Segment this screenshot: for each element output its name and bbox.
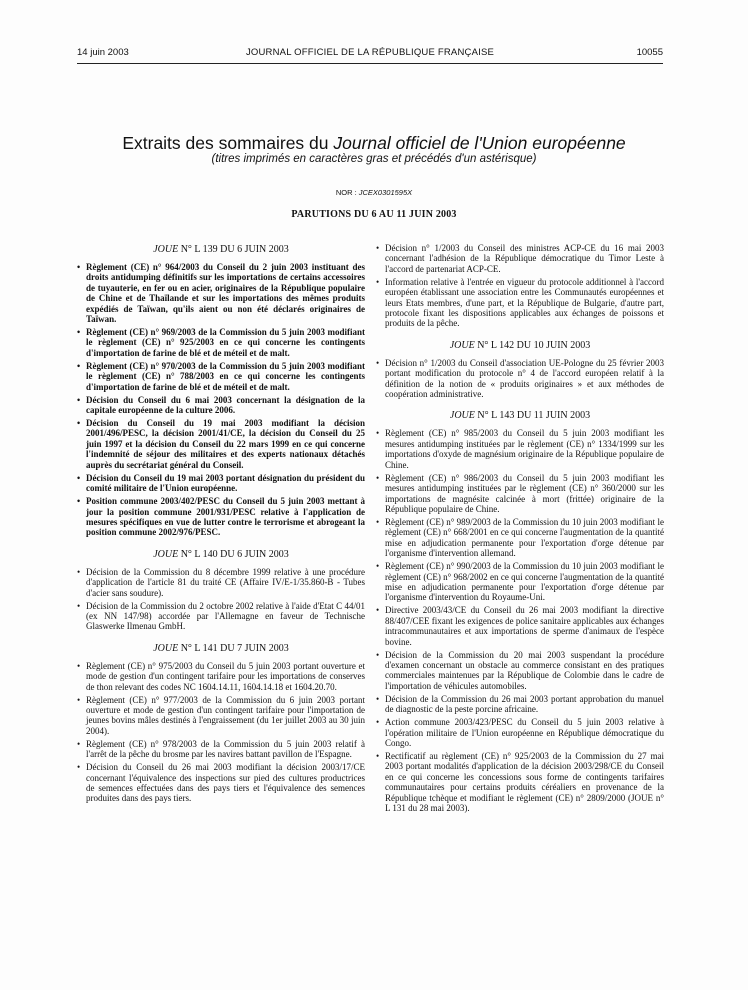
section-title: N° L 142 DU 10 JUIN 2003: [474, 339, 591, 351]
nor-value: JCEX0301595X: [358, 188, 413, 197]
list-item: • Décision du Conseil du 19 mai 2003 portant désignation du président du comité militaire de l'Union européenne.: [77, 473, 365, 494]
list-item: • Règlement (CE) n° 989/2003 de la Commission du 10 juin 2003 modifiant le règlement (CE) n° 668/2001 en ce qui concerne l'augmentation de la quantité mise en adjudication permanente pour l'exportation d'orge détenue par l'organisme d'intervention allemand.: [376, 517, 664, 559]
list-item: • Décision du Conseil du 6 mai 2003 concernant la désignation de la capitale européenne de la culture 2006.: [77, 395, 365, 416]
list-item: • Règlement (CE) n° 977/2003 de la Commission du 6 juin 2003 portant ouverture et mode de gestion d'un contingent tarifaire pour l'importation de jeunes bovins mâles destinés à l'engraissement (du 1er juillet 2003 au 30 juin 2004).: [77, 695, 365, 737]
running-header: [77, 47, 663, 61]
section-heading: [376, 339, 664, 352]
section-title: N° L 141 DU 7 JUIN 2003: [178, 642, 289, 654]
list-item: • Règlement (CE) n° 975/2003 du Conseil du 5 juin 2003 portant ouverture et mode de gestion d'un contingent tarifaire pour les importations de conserves de thon relevant des codes NC 1604.14.11, 1604.14.18 et 1604.20.70.: [77, 661, 365, 692]
section-heading: [77, 243, 365, 256]
header-rule: [77, 63, 663, 64]
list-item: • Position commune 2003/402/PESC du Conseil du 5 juin 2003 mettant à jour la position commune 2001/931/PESC relative à l'application de mesures spécifiques en vue de lutter contre le terrorisme et abrogeant la position commune 2002/976/PESC.: [77, 496, 365, 538]
right-column: [376, 243, 664, 816]
section-prefix: JOUE: [153, 548, 179, 560]
list-item: • Décision n° 1/2003 du Conseil des ministres ACP-CE du 16 mai 2003 concernant l'adhésion de la République démocratique du Timor Leste à l'accord de partenariat ACP-CE.: [376, 243, 664, 274]
nor-reference: [0, 188, 748, 197]
section-heading: [77, 548, 365, 561]
list-item: • Décision de la Commission du 20 mai 2003 suspendant la procédure d'examen concernant un obstacle au commerce consistant en des pratiques commerciales maintenues par la République de Colombie dans le cadre de l'importation de véhicules automobiles.: [376, 650, 664, 692]
page-title-prefix: Extraits des sommaires du: [122, 133, 334, 153]
section-title: N° L 140 DU 6 JUIN 2003: [178, 548, 289, 560]
section-heading: [376, 409, 664, 422]
list-item: • Information relative à l'entrée en vigueur du protocole additionnel à l'accord européen établissant une association entre les Communautés européennes et leurs Etats membres, d'une part, et la République de Bulgarie, d'autre part, protocole fixant les dispositions applicables aux échanges de poissons et produits de la pêche.: [376, 277, 664, 329]
section-title: N° L 139 DU 6 JUIN 2003: [178, 244, 289, 255]
list-item: • Règlement (CE) n° 986/2003 du Conseil du 5 juin 2003 modifiant les mesures antidumping instituées par le règlement (CE) n° 360/2000 sur les importations de magnésite calcinée à mort (frittée) originaire de la République populaire de Chine.: [376, 473, 664, 515]
header-date: 14 juin 2003: [77, 47, 129, 58]
list-item: • Action commune 2003/423/PESC du Conseil du 5 juin 2003 relative à l'opération militaire de l'Union européenne en République démocratique du Congo.: [376, 717, 664, 748]
list-item: • Règlement (CE) n° 990/2003 de la Commission du 10 juin 2003 modifiant le règlement (CE) n° 968/2002 en ce qui concerne l'augmentation de la quantité mise en adjudication permanente pour l'exportation d'orge détenue par l'organisme d'intervention du Royaume-Uni.: [376, 561, 664, 603]
list-item: • Décision n° 1/2003 du Conseil d'association UE-Pologne du 25 février 2003 portant modification du protocole n° 4 de l'accord européen relatif à la définition de la notion de « produits originaires » et aux méthodes de coopération administrative.: [376, 358, 664, 400]
left-column: [77, 243, 365, 806]
list-item: • Décision de la Commission du 2 octobre 2002 relative à l'aide d'Etat C 44/01 (ex NN 147/98) accordée par l'Allemagne en faveur de Technische Glaswerke Ilmenau GmbH.: [77, 601, 365, 632]
list-item: • Règlement (CE) n° 969/2003 de la Commission du 5 juin 2003 modifiant le règlement (CE) n° 925/2003 en ce qui concerne les contingents d'importation de farine de blé et de méteil et de malt.: [77, 327, 365, 358]
list-item: • Règlement (CE) n° 978/2003 de la Commission du 5 juin 2003 relatif à l'arrêt de la pêche du brosme par les navires battant pavillon de l'Espagne.: [77, 739, 365, 760]
page-subtitle: (titres imprimés en caractères gras et précédés d'un astérisque): [211, 153, 537, 165]
section-title: N° L 143 DU 11 JUIN 2003: [474, 410, 591, 422]
header-page-number: 10055: [636, 47, 663, 58]
page-title: [0, 133, 748, 154]
list-item: • Règlement (CE) n° 964/2003 du Conseil du 2 juin 2003 instituant des droits antidumping définitifs sur les importations de certains accessoires de tuyauterie, en fer ou en acier, originaires de la République populaire de Chine et de Thaïlande et sur les importations des mêmes produits expédiés de Taïwan, qu'ils aient ou non été déclarés originaires de Taïwan.: [77, 262, 365, 324]
list-item: • Directive 2003/43/CE du Conseil du 26 mai 2003 modifiant la directive 88/407/CEE fixant les exigences de police sanitaire applicables aux échanges intracommunautaires et aux importations de sperme d'animaux de l'espèce bovine.: [376, 605, 664, 647]
list-item: • Décision de la Commission du 26 mai 2003 portant approbation du manuel de diagnostic de la peste porcine africaine.: [376, 694, 664, 715]
nor-label: NOR :: [335, 188, 359, 197]
list-item: • Règlement (CE) n° 985/2003 du Conseil du 5 juin 2003 modifiant les mesures antidumping instituées par le règlement (CE) n° 1334/1999 sur les importations d'oxyde de magnésium originaire de la République populaire de Chine.: [376, 428, 664, 470]
section-prefix: JOUE: [153, 244, 179, 255]
section-prefix: JOUE: [153, 642, 179, 654]
header-journal-title: JOURNAL OFFICIEL DE LA RÉPUBLIQUE FRANÇAISE: [245, 47, 495, 58]
page-title-italic: Journal officiel de l'Union européenne: [333, 133, 626, 153]
section-prefix: JOUE: [449, 339, 475, 351]
list-item: • Décision du Conseil du 19 mai 2003 modifiant la décision 2001/496/PESC, la décision 2001/41/CE, la décision du Conseil du 25 juin 1997 et la décision du Conseil du 22 mars 1999 en ce qui concerne l'indemnité de séjour des militaires et des experts nationaux détachés auprès du secrétariat général du Conseil.: [77, 418, 365, 470]
section-prefix: JOUE: [449, 410, 475, 422]
list-item: • Règlement (CE) n° 970/2003 de la Commission du 5 juin 2003 modifiant le règlement (CE) n° 788/2003 en ce qui concerne les contingents d'importation de farine de blé et de méteil et de malt.: [77, 361, 365, 392]
list-item: • Décision du Conseil du 26 mai 2003 modifiant la décision 2003/17/CE concernant l'équivalence des inspections sur pied des cultures productrices de semences effectuées dans des pays tiers et l'équivalence des semences produites dans des pays tiers.: [77, 762, 365, 804]
list-item: • Décision de la Commission du 8 décembre 1999 relative à une procédure d'application de l'article 81 du traité CE (Affaire IV/E-1/35.860-B - Tubes d'acier sans soudure).: [77, 567, 365, 598]
section-heading: [77, 642, 365, 655]
parutions-heading: PARUTIONS DU 6 AU 11 JUIN 2003: [291, 209, 457, 220]
list-item: • Rectificatif au règlement (CE) n° 925/2003 de la Commission du 27 mai 2003 portant modalités d'application de la décision 2003/298/CE du Conseil en ce qui concerne les concessions sous forme de contingents tarifaires communautaires pour certains produits céréaliers en provenance de la République tchèque et modifiant le règlement (CE) n° 2809/2000 (JOUE n° L 131 du 28 mai 2003).: [376, 751, 664, 813]
